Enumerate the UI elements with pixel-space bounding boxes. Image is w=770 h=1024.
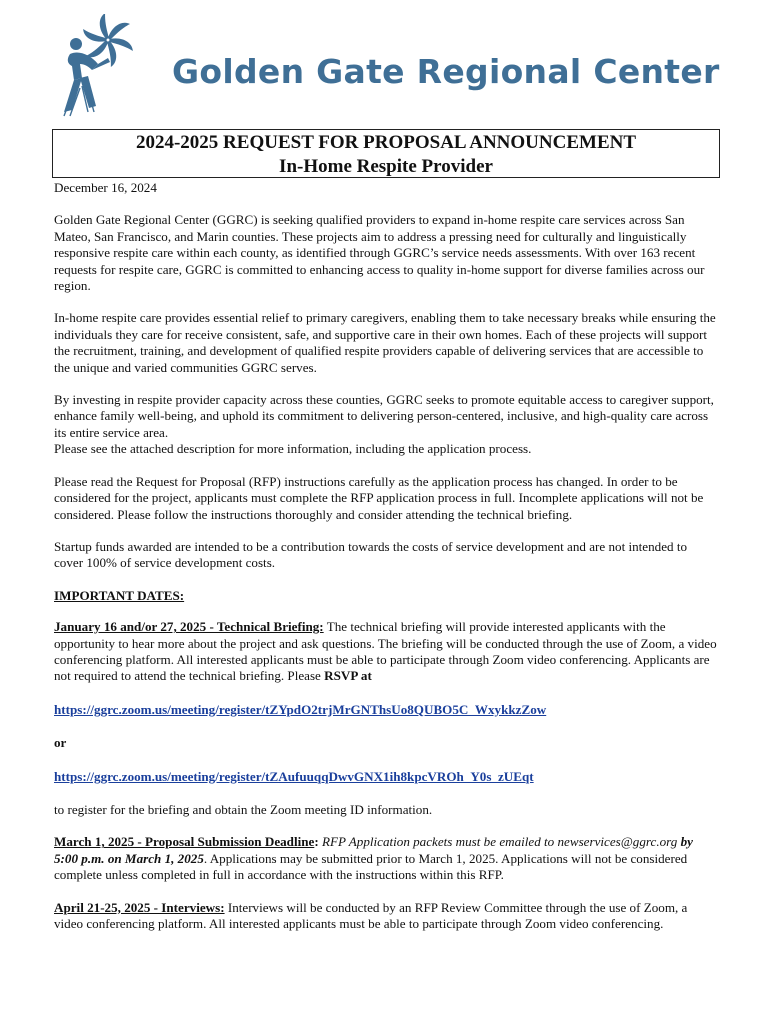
zoom-register-link-1[interactable]: https://ggrc.zoom.us/meeting/register/tZYpdO2trjMrGNThsUo8QUBO5C_WxykkzZow <box>54 701 547 717</box>
org-title: Golden Gate Regional Center <box>172 52 720 91</box>
technical-briefing-text: The technical briefing will provide interested applicants with the opportunity to hear more about the project and ask questions. The briefing will be conducted through the use of Zoom, a video conferencing platform. All interested applicants must be able to participate through Zoom video conferencing. Applicants are not required to attend the technical briefing. Please <box>54 619 717 684</box>
deadline-text: . Applications may be submitted prior to March 1, 2025. Applications will not be considered complete unless completed in full in accordance with the instructions within this RFP. <box>54 850 688 883</box>
deadline-label: March 1, 2025 - Proposal Submission Deadline <box>54 834 315 850</box>
ggrc-logo <box>60 14 136 118</box>
submission-deadline-item <box>54 834 718 883</box>
interviews-label: April 21-25, 2025 - Interviews: <box>54 899 225 915</box>
interviews-text: Interviews will be conducted by an RFP Review Committee through the use of Zoom, a video conferencing platform. All interested applicants must be able to participate through Zoom video conferencing. <box>54 899 688 931</box>
paragraph-rfp-instructions: Please read the Request for Proposal (RFP) instructions carefully as the application process has changed. In order to be considered for the project, applicants must complete the RFP application process in full. Incomplete applications will not be considered. Please follow the instructions thoroughly and consider attending the technical briefing. <box>54 473 704 522</box>
register-instructions: to register for the briefing and obtain the Zoom meeting ID information. <box>54 801 433 817</box>
technical-briefing-label: January 16 and/or 27, 2025 - Technical Briefing: <box>54 619 324 635</box>
paragraph-investing: By investing in respite provider capacity across these counties, GGRC seeks to promote equitable access to caregiver support, enhance family well-being, and uphold its commitment to delivering person-centered, inclusive, and high-quality care across its entire service area. <box>54 392 714 440</box>
zoom-register-link-2[interactable]: https://ggrc.zoom.us/meeting/register/tZAufuuqqDwvGNX1ih8kpcVROh_Y0s_zUEqt <box>54 768 534 784</box>
announcement-title: 2024-2025 REQUEST FOR PROPOSAL ANNOUNCEMENT <box>135 132 637 153</box>
announcement-title-box <box>52 129 720 178</box>
paragraph-respite: In-home respite care provides essential relief to primary caregivers, enabling them to take necessary breaks while ensuring the individuals they care for receive consistent, safe, and supportive care in their own homes. Each of these projects will support the recruitment, training, and development of qualified respite providers capable of delivering services that are accessible to the unique and varied communities GGRC serves. <box>54 310 716 375</box>
paragraph-see-attached: Please see the attached description for more information, including the application process. <box>54 441 532 457</box>
rsvp-label: RSVP at <box>324 668 372 684</box>
or-text: or <box>54 735 67 751</box>
deadline-colon: : <box>314 834 319 850</box>
document-date: December 16, 2024 <box>54 180 157 195</box>
interviews-item <box>54 900 718 933</box>
paragraph-intro: Golden Gate Regional Center (GGRC) is seeking qualified providers to expand in-home respite care services across San Mateo, San Francisco, and Marin counties. These projects aim to address a pressing need for culturally and linguistically responsive respite care within each county, as identified through GGRC’s service needs assessments. With over 163 recent requests for respite care, GGRC is committed to enhancing access to quality in-home support for diverse families across our region. <box>54 212 705 294</box>
important-dates-heading: IMPORTANT DATES: <box>54 587 185 603</box>
document-body <box>54 180 718 932</box>
deadline-bold-italic: by 5:00 p.m. on March 1, 2025 <box>54 834 693 866</box>
announcement-subtitle: In-Home Respite Provider <box>279 156 493 177</box>
paragraph-startup-funds: Startup funds awarded are intended to be a contribution towards the costs of service development and are not intended to cover 100% of service development costs. <box>54 538 688 571</box>
technical-briefing-item <box>54 619 718 685</box>
deadline-italic-text: RFP Application packets must be emailed to newservices@ggrc.org <box>318 834 681 850</box>
